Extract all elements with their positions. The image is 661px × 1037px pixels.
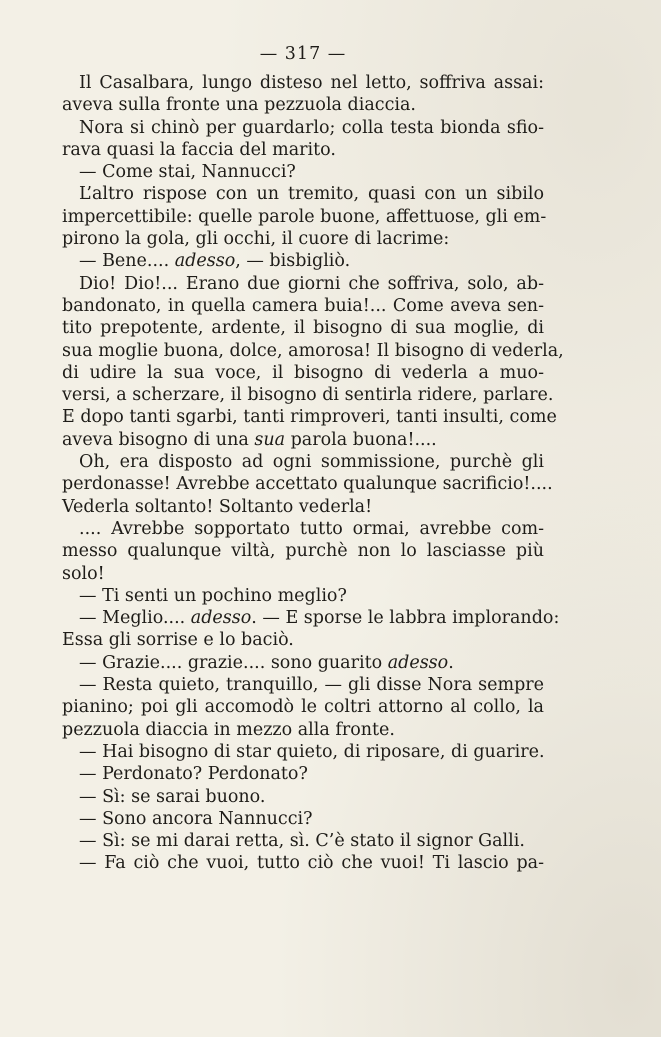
text-line: Vederla soltanto! Soltanto vederla!: [62, 496, 373, 517]
text-line: Oh, era disposto ad ogni sommissione, purchè gli: [79, 452, 544, 473]
text-line: rava quasi la faccia del marito.: [62, 139, 336, 160]
text-line: — Ti senti un pochino meglio?: [79, 585, 347, 606]
text-line: .... Avrebbe sopportato tutto ormai, avrebbe com-: [79, 518, 544, 539]
text-line: — Hai bisogno di star quieto, di riposare, di guarire.: [79, 741, 545, 762]
text-line: — Resta quieto, tranquillo, — gli disse Nora sempre: [79, 675, 544, 696]
text-line: — Sì: se sarai buono.: [79, 786, 266, 807]
text-line: — Fa ciò che vuoi, tutto ciò che vuoi! Ti lascio pa-: [79, 853, 544, 874]
text-line: Dio! Dio!... Erano due giorni che soffriva, solo, ab-: [79, 273, 544, 294]
text-line: — Sono ancora Nannucci?: [79, 808, 313, 829]
text-line: di udire la sua voce, il bisogno di vederla a muo-: [62, 362, 544, 383]
text-line: aveva bisogno di una sua parola buona!....: [62, 429, 437, 450]
text-line: impercettibile: quelle parole buone, affettuose, gli em-: [62, 206, 547, 227]
text-line: — Come stai, Nannucci?: [79, 162, 296, 183]
text-line: — Perdonato? Perdonato?: [79, 764, 308, 785]
text-line: aveva sulla fronte una pezzuola diaccia.: [62, 95, 416, 116]
text-line: — Grazie.... grazie.... sono guarito adesso.: [79, 652, 454, 673]
text-line: messo qualunque viltà, purchè non lo lasciasse più: [62, 541, 544, 562]
text-line: — Bene.... adesso, — bisbigliò.: [79, 251, 351, 272]
page-number: — 317 —: [259, 44, 347, 64]
text-line: — Meglio.... adesso. — E sporse le labbra implorando:: [79, 608, 560, 629]
text-line: — Sì: se mi darai retta, sì. C’è stato il signor Galli.: [79, 831, 525, 852]
text-line: sua moglie buona, dolce, amorosa! Il bisogno di vederla,: [62, 340, 564, 361]
text-line: Essa gli sorrise e lo baciò.: [62, 630, 294, 651]
text-line: bandonato, in quella camera buia!... Come aveva sen-: [62, 295, 544, 316]
text-line: L’altro rispose con un tremito, quasi con un sibilo: [79, 184, 544, 205]
text-line: pezzuola diaccia in mezzo alla fronte.: [62, 719, 395, 740]
text-line: solo!: [62, 563, 105, 584]
text-line: pianino; poi gli accomodò le coltri attorno al collo, la: [62, 697, 544, 718]
text-line: E dopo tanti sgarbi, tanti rimproveri, tanti insulti, come: [62, 407, 557, 428]
page-text: [62, 40, 564, 875]
text-line: tito prepotente, ardente, il bisogno di sua moglie, di: [62, 318, 544, 339]
text-line: Nora si chinò per guardarlo; colla testa bionda sfio-: [79, 117, 544, 138]
text-line: perdonasse! Avrebbe accettato qualunque sacrificio!....: [62, 474, 553, 495]
text-line: Il Casalbara, lungo disteso nel letto, soffriva assai:: [79, 73, 544, 93]
text-line: pirono la gola, gli occhi, il cuore di lacrime:: [62, 229, 450, 250]
text-line: versi, a scherzare, il bisogno di sentirla ridere, parlare.: [62, 385, 554, 406]
text-lines: [62, 72, 564, 875]
